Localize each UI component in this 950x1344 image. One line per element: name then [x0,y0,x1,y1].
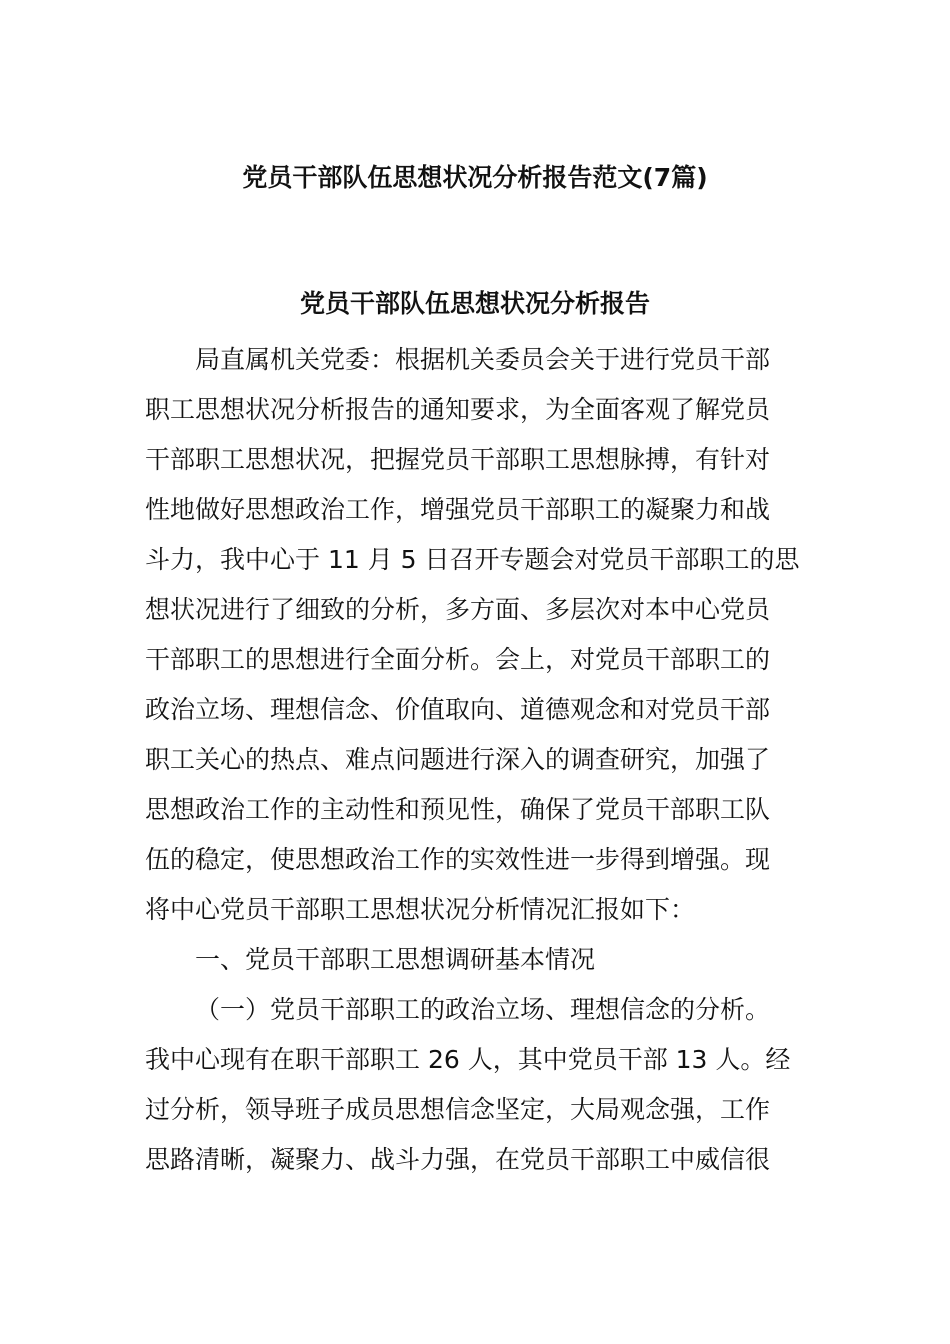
section-heading: 一、党员干部职工思想调研基本情况 [195,945,596,974]
paragraph-line: 职工关心的热点、难点问题进行深入的调查研究，加强了 [145,745,771,774]
paragraph-line: 性地做好思想政治工作，增强党员干部职工的凝聚力和战 [145,495,771,524]
paragraph-line: 干部职工的思想进行全面分析。会上，对党员干部职工的 [145,645,771,674]
paragraph-line: 职工思想状况分析报告的通知要求，为全面客观了解党员 [145,395,771,424]
paragraph-line: 干部职工思想状况，把握党员干部职工思想脉搏，有针对 [145,445,771,474]
paragraph-line: 政治立场、理想信念、价值取向、道德观念和对党员干部 [145,695,771,724]
paragraph-line: 将中心党员干部职工思想状况分析情况汇报如下： [145,895,696,924]
paragraph-line: 伍的稳定，使思想政治工作的实效性进一步得到增强。现 [145,845,771,874]
document-title: 党员干部队伍思想状况分析报告范文(7篇) [242,163,708,192]
paragraph-line: 斗力，我中心于 11 月 5 日召开专题会对党员干部职工的思 [145,545,800,574]
paragraph-line: 局直属机关党委：根据机关委员会关于进行党员干部 [195,345,771,374]
paragraph-line: 思想政治工作的主动性和预见性，确保了党员干部职工队 [145,795,771,824]
paragraph-line: 想状况进行了细致的分析，多方面、多层次对本中心党员 [145,595,771,624]
document-body [145,335,815,1185]
paragraph-line: 思路清晰，凝聚力、战斗力强，在党员干部职工中威信很 [145,1145,771,1174]
subsection-heading: （一）党员干部职工的政治立场、理想信念的分析。 [195,995,771,1024]
paragraph-line: 过分析，领导班子成员思想信念坚定，大局观念强，工作 [145,1095,771,1124]
paragraph-line: 我中心现有在职干部职工 26 人，其中党员干部 13 人。经 [145,1045,791,1074]
report-heading: 党员干部队伍思想状况分析报告 [299,289,650,318]
